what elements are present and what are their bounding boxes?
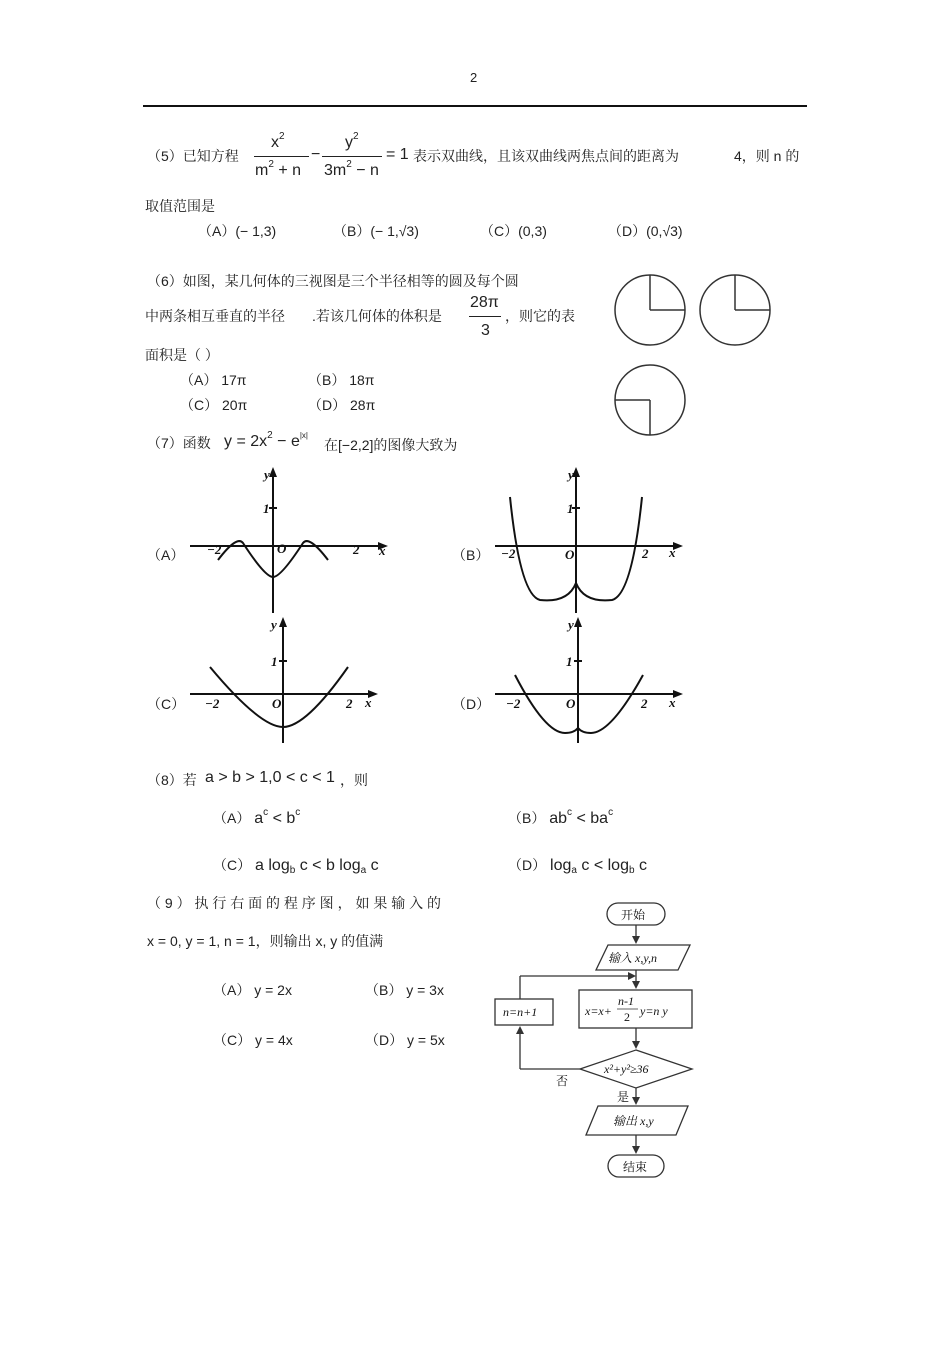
- flow-process-label-a: x=x+: [585, 1004, 612, 1018]
- q7-prefix: （7）函数: [147, 435, 211, 451]
- side-view-circle: [700, 275, 770, 345]
- svg-text:−2: −2: [506, 696, 521, 711]
- q5-frac2-den: $3m^2 - n$: [324, 159, 379, 179]
- q5-frac2-bar: [322, 156, 382, 157]
- top-view-circle: [615, 365, 685, 435]
- q9-option-d: （D） y = 5x: [365, 1032, 445, 1048]
- q5-option-c: （C）(0,3): [480, 223, 547, 239]
- svg-text:2: 2: [642, 546, 649, 561]
- svg-text:O: O: [277, 541, 287, 556]
- flow-start-label: 开始: [621, 908, 646, 922]
- flow-input-label: 输入 x,y,n: [608, 951, 657, 965]
- flow-output-label: 输出 x,y: [613, 1114, 654, 1128]
- q5-frac2-num: $y^2$: [345, 131, 359, 151]
- flow-yes-label: 是: [617, 1090, 630, 1104]
- q5-frac1-num: $x^2$: [271, 131, 285, 151]
- svg-text:1: 1: [566, 654, 573, 669]
- q8-option-b: （B） $ab^c < ba^c$: [508, 807, 614, 827]
- q6-frac-bar: [469, 316, 501, 317]
- q5-prefix: （5）已知方程: [147, 148, 239, 164]
- svg-text:−2: −2: [501, 546, 516, 561]
- graph-b: [490, 465, 700, 615]
- q6-line3: 面积是（ ）: [145, 347, 219, 363]
- q5-frac1-den: $m^2 + n$: [255, 159, 302, 179]
- q8-suffix: ，则: [340, 772, 368, 788]
- q9-option-a: （A） y = 2x: [213, 982, 292, 998]
- q8-prefix: （8）若: [147, 772, 197, 788]
- svg-text:O: O: [566, 696, 576, 711]
- q9-option-b: （B） y = 3x: [365, 982, 444, 998]
- q6-option-b: （B） 18π: [308, 372, 375, 388]
- q9-line1: （ 9 ） 执 行 右 面 的 程 序 图 ， 如 果 输 入 的: [147, 895, 442, 911]
- svg-text:−2: −2: [207, 542, 222, 557]
- flow-update-n-label: n=n+1: [503, 1005, 538, 1019]
- flow-process-num: n-1: [618, 994, 634, 1008]
- q6-line1: （6）如图，某几何体的三视图是三个半径相等的圆及每个圆: [147, 273, 519, 289]
- flow-decision-label: x²+y²≥36: [604, 1062, 649, 1076]
- flowchart: [490, 895, 705, 1185]
- flow-end-label: 结束: [623, 1160, 648, 1174]
- q7-option-c-label: （C）: [147, 696, 186, 712]
- q6-frac-den: 3: [481, 322, 490, 339]
- svg-text:1: 1: [263, 501, 270, 516]
- q7-option-a-label: （A）: [147, 547, 185, 563]
- svg-text:x: x: [379, 543, 386, 558]
- q7-formula: $y = 2x^2 - e^{|x|}$: [224, 430, 308, 450]
- svg-text:O: O: [565, 547, 575, 562]
- q5-frac1-bar: [254, 156, 309, 157]
- q8-option-a: （A） $a^c < b^c$: [213, 807, 301, 827]
- graph-d: [490, 615, 700, 745]
- svg-text:O: O: [272, 696, 282, 711]
- q9-line2: x = 0, y = 1, n = 1，则输出 x, y 的值满: [147, 933, 384, 949]
- svg-text:1: 1: [271, 654, 278, 669]
- q7-suffix: 在[−2,2]的图像大致为: [324, 437, 458, 453]
- front-view-circle: [615, 275, 685, 345]
- q5-minus: −: [311, 146, 321, 163]
- q6-line2a: 中两条相互垂直的半径: [145, 308, 285, 324]
- q5-text1: 表示双曲线，且该双曲线两焦点间的距离为: [413, 148, 679, 164]
- graph-a: [185, 465, 395, 615]
- q8-condition: a > b > 1,0 < c < 1: [205, 769, 335, 786]
- flow-process-den: 2: [624, 1010, 630, 1024]
- q6-option-d: （D） 28π: [308, 397, 376, 413]
- q6-option-c: （C） 20π: [180, 397, 248, 413]
- flow-no-label: 否: [556, 1074, 569, 1088]
- q8-option-d: （D） loga c < logb c: [508, 857, 647, 876]
- q5-option-a: （A）(− 1,3): [198, 223, 277, 239]
- flow-process-label-b: y=n y: [640, 1004, 668, 1018]
- q6-option-a: （A） 17π: [180, 372, 247, 388]
- q6-line2c: ，则它的表: [505, 308, 575, 324]
- svg-text:y: y: [264, 467, 270, 482]
- q5-line2: 取值范围是: [145, 198, 215, 214]
- three-view-diagram: [600, 270, 790, 440]
- q5-equals: = 1: [386, 146, 409, 163]
- q5-text2: 4，则 n 的: [734, 148, 800, 164]
- q7-option-b-label: （B）: [452, 547, 490, 563]
- svg-text:x: x: [669, 545, 676, 560]
- svg-text:2: 2: [353, 542, 360, 557]
- page-number: 2: [470, 70, 478, 85]
- q7-option-d-label: （D）: [452, 696, 491, 712]
- svg-text:2: 2: [346, 696, 353, 711]
- svg-text:2: 2: [641, 696, 648, 711]
- graph-c: [185, 615, 395, 745]
- svg-text:y: y: [568, 617, 574, 632]
- q8-option-c: （C） a logb c < b loga c: [213, 857, 379, 876]
- svg-text:x: x: [365, 695, 372, 710]
- header-rule: [143, 105, 807, 107]
- q9-option-c: （C） y = 4x: [213, 1032, 293, 1048]
- q5-option-b: （B）(− 1,√3): [333, 223, 419, 239]
- q5-option-d: （D）(0,√3): [608, 223, 683, 239]
- q6-frac-num: 28π: [470, 294, 499, 311]
- svg-text:1: 1: [567, 501, 574, 516]
- svg-text:x: x: [669, 695, 676, 710]
- svg-text:−2: −2: [205, 696, 220, 711]
- q6-line2b: .若该几何体的体积是: [312, 308, 442, 324]
- svg-text:y: y: [568, 467, 574, 482]
- svg-text:y: y: [271, 617, 277, 632]
